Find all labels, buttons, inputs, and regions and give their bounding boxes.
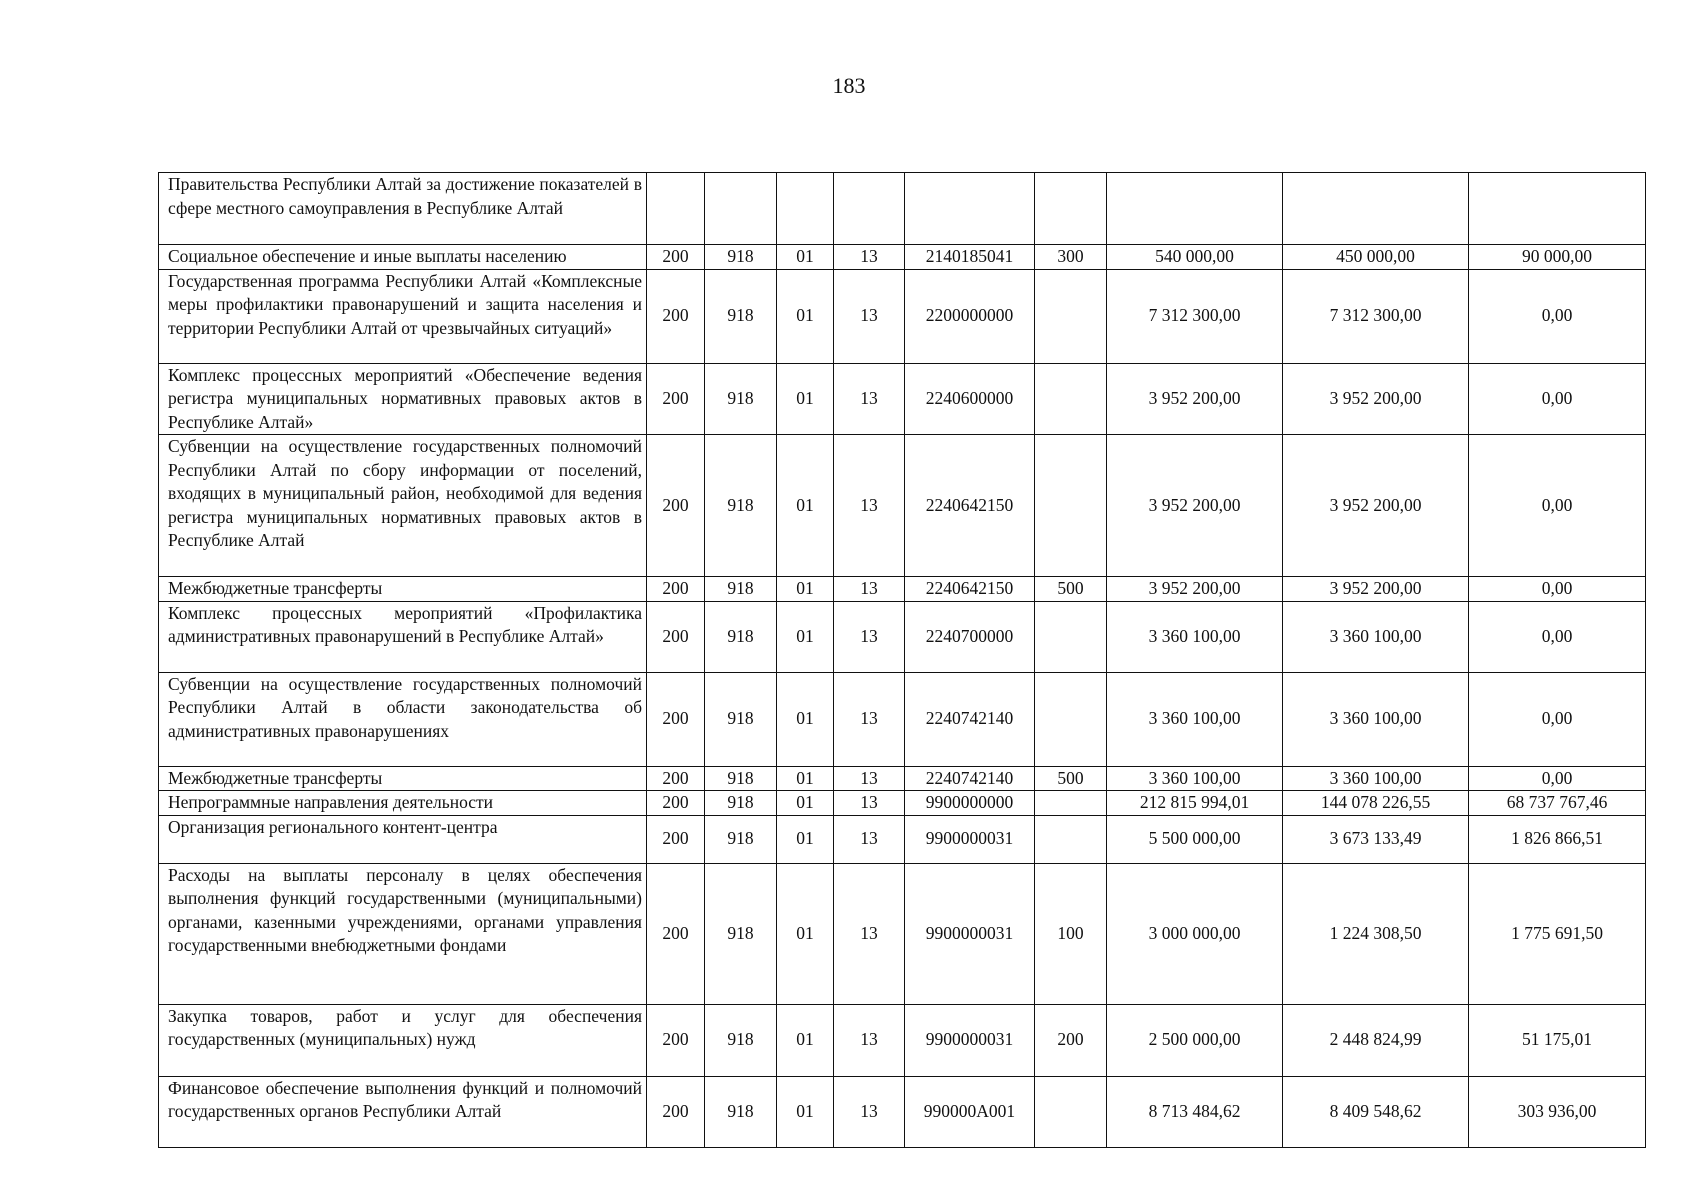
row-cell-c6: 500 (1035, 577, 1107, 602)
row-cell-c7: 8 713 484,62 (1107, 1076, 1283, 1147)
row-cell-c6: 500 (1035, 766, 1107, 791)
row-cell-c2: 918 (705, 601, 777, 672)
table-row (159, 577, 1646, 602)
row-name-cell: Социальное обеспечение и иные выплаты населению (159, 245, 647, 270)
row-cell-c2: 918 (705, 363, 777, 435)
row-cell-c7 (1107, 173, 1283, 245)
row-cell-c1: 200 (647, 815, 705, 863)
row-cell-c9: 1 775 691,50 (1469, 863, 1646, 1004)
table-row (159, 435, 1646, 577)
row-cell-c4: 13 (834, 863, 905, 1004)
row-cell-c6: 100 (1035, 863, 1107, 1004)
row-cell-c9 (1469, 173, 1646, 245)
row-cell-c7: 3 952 200,00 (1107, 363, 1283, 435)
row-cell-c5: 2240700000 (905, 601, 1035, 672)
row-cell-c1: 200 (647, 245, 705, 270)
table-row (159, 1076, 1646, 1147)
row-name-cell: Правительства Республики Алтай за достижение показателей в сфере местного самоуправления в Республике Алтай (159, 173, 647, 245)
row-cell-c5: 2200000000 (905, 269, 1035, 363)
row-cell-c8 (1283, 173, 1469, 245)
row-cell-c9: 0,00 (1469, 601, 1646, 672)
table-row (159, 863, 1646, 1004)
row-cell-c8: 3 360 100,00 (1283, 601, 1469, 672)
row-name-cell: Межбюджетные трансферты (159, 766, 647, 791)
row-cell-c1: 200 (647, 863, 705, 1004)
row-name-cell: Комплекс процессных мероприятий «Профилактика административных правонарушений в Республике Алтай» (159, 601, 647, 672)
table-row (159, 269, 1646, 363)
table-row (159, 815, 1646, 863)
row-cell-c6: 200 (1035, 1004, 1107, 1076)
row-cell-c4: 13 (834, 363, 905, 435)
row-cell-c8: 3 360 100,00 (1283, 766, 1469, 791)
row-cell-c9: 0,00 (1469, 672, 1646, 766)
row-cell-c6 (1035, 269, 1107, 363)
row-cell-c6 (1035, 601, 1107, 672)
row-cell-c4: 13 (834, 1004, 905, 1076)
row-cell-c4: 13 (834, 791, 905, 816)
row-cell-c9: 0,00 (1469, 269, 1646, 363)
row-cell-c3: 01 (777, 672, 834, 766)
row-cell-c2: 918 (705, 577, 777, 602)
row-cell-c3: 01 (777, 815, 834, 863)
row-name-cell: Субвенции на осуществление государственных полномочий Республики Алтай по сбору информации от поселений, входящих в муниципальный район, необходимой для ведения регистра муниципальных нормативных правовых актов в Республике Алтай (159, 435, 647, 577)
row-cell-c6 (1035, 815, 1107, 863)
row-cell-c8: 7 312 300,00 (1283, 269, 1469, 363)
budget-table (158, 172, 1646, 1148)
row-cell-c4: 13 (834, 601, 905, 672)
row-cell-c3: 01 (777, 1076, 834, 1147)
row-cell-c5: 9900000031 (905, 815, 1035, 863)
row-cell-c5: 2240742140 (905, 766, 1035, 791)
row-cell-c2 (705, 173, 777, 245)
row-cell-c5: 2240642150 (905, 435, 1035, 577)
row-cell-c6 (1035, 1076, 1107, 1147)
row-cell-c7: 3 000 000,00 (1107, 863, 1283, 1004)
table-row (159, 1004, 1646, 1076)
row-cell-c9: 68 737 767,46 (1469, 791, 1646, 816)
row-cell-c5: 9900000000 (905, 791, 1035, 816)
row-name-cell: Организация регионального контент-центра (159, 815, 647, 863)
row-cell-c2: 918 (705, 791, 777, 816)
row-cell-c8: 3 952 200,00 (1283, 363, 1469, 435)
row-cell-c4: 13 (834, 766, 905, 791)
row-cell-c3: 01 (777, 1004, 834, 1076)
row-cell-c2: 918 (705, 672, 777, 766)
row-cell-c8: 144 078 226,55 (1283, 791, 1469, 816)
row-cell-c8: 3 952 200,00 (1283, 577, 1469, 602)
row-name-cell: Финансовое обеспечение выполнения функций и полномочий государственных органов Республики Алтай (159, 1076, 647, 1147)
row-cell-c3: 01 (777, 245, 834, 270)
row-cell-c1: 200 (647, 766, 705, 791)
row-cell-c1: 200 (647, 601, 705, 672)
row-cell-c6: 300 (1035, 245, 1107, 270)
row-cell-c1: 200 (647, 1004, 705, 1076)
row-cell-c7: 3 952 200,00 (1107, 435, 1283, 577)
row-name-cell: Расходы на выплаты персоналу в целях обеспечения выполнения функций государственными (муниципальными) органами, казенными учреждениями, органами управления государственными внебюджетными фондами (159, 863, 647, 1004)
row-cell-c2: 918 (705, 863, 777, 1004)
row-cell-c3: 01 (777, 435, 834, 577)
row-cell-c7: 540 000,00 (1107, 245, 1283, 270)
row-cell-c5: 990000А001 (905, 1076, 1035, 1147)
row-cell-c3: 01 (777, 577, 834, 602)
row-cell-c4: 13 (834, 269, 905, 363)
row-cell-c3 (777, 173, 834, 245)
row-cell-c3: 01 (777, 601, 834, 672)
row-cell-c9: 90 000,00 (1469, 245, 1646, 270)
row-cell-c7: 2 500 000,00 (1107, 1004, 1283, 1076)
row-name-cell: Межбюджетные трансферты (159, 577, 647, 602)
row-cell-c2: 918 (705, 1076, 777, 1147)
row-cell-c1: 200 (647, 435, 705, 577)
row-cell-c1: 200 (647, 672, 705, 766)
row-cell-c5: 2240600000 (905, 363, 1035, 435)
row-cell-c1: 200 (647, 269, 705, 363)
row-name-cell: Субвенции на осуществление государственных полномочий Республики Алтай в области законодательства об административных правонарушениях (159, 672, 647, 766)
row-cell-c9: 0,00 (1469, 766, 1646, 791)
row-cell-c2: 918 (705, 815, 777, 863)
row-name-cell: Государственная программа Республики Алтай «Комплексные меры профилактики правонарушений и защита населения и территории Республики Алтай от чрезвычайных ситуаций» (159, 269, 647, 363)
row-cell-c5: 2240642150 (905, 577, 1035, 602)
row-name-cell: Комплекс процессных мероприятий «Обеспечение ведения регистра муниципальных нормативных правовых актов в Республике Алтай» (159, 363, 647, 435)
row-cell-c3: 01 (777, 269, 834, 363)
row-cell-c3: 01 (777, 791, 834, 816)
row-cell-c4: 13 (834, 577, 905, 602)
row-cell-c4: 13 (834, 1076, 905, 1147)
row-cell-c8: 1 224 308,50 (1283, 863, 1469, 1004)
row-cell-c8: 2 448 824,99 (1283, 1004, 1469, 1076)
row-cell-c5: 2140185041 (905, 245, 1035, 270)
row-cell-c8: 3 952 200,00 (1283, 435, 1469, 577)
row-cell-c7: 212 815 994,01 (1107, 791, 1283, 816)
row-cell-c3: 01 (777, 863, 834, 1004)
row-cell-c6 (1035, 791, 1107, 816)
row-cell-c4: 13 (834, 435, 905, 577)
row-cell-c8: 3 360 100,00 (1283, 672, 1469, 766)
row-cell-c7: 3 360 100,00 (1107, 766, 1283, 791)
row-cell-c9: 0,00 (1469, 577, 1646, 602)
table-row (159, 766, 1646, 791)
row-cell-c2: 918 (705, 1004, 777, 1076)
table-row (159, 173, 1646, 245)
row-cell-c7: 7 312 300,00 (1107, 269, 1283, 363)
row-cell-c6 (1035, 173, 1107, 245)
table-row (159, 672, 1646, 766)
row-cell-c7: 5 500 000,00 (1107, 815, 1283, 863)
row-cell-c2: 918 (705, 435, 777, 577)
row-cell-c3: 01 (777, 766, 834, 791)
row-cell-c9: 0,00 (1469, 435, 1646, 577)
row-cell-c1: 200 (647, 577, 705, 602)
table-row (159, 791, 1646, 816)
row-cell-c9: 303 936,00 (1469, 1076, 1646, 1147)
row-cell-c8: 3 673 133,49 (1283, 815, 1469, 863)
row-cell-c5: 9900000031 (905, 863, 1035, 1004)
row-cell-c9: 0,00 (1469, 363, 1646, 435)
row-cell-c6 (1035, 672, 1107, 766)
row-cell-c2: 918 (705, 245, 777, 270)
row-cell-c1 (647, 173, 705, 245)
row-cell-c1: 200 (647, 791, 705, 816)
row-cell-c2: 918 (705, 269, 777, 363)
row-cell-c4 (834, 173, 905, 245)
row-cell-c1: 200 (647, 363, 705, 435)
row-cell-c6 (1035, 363, 1107, 435)
row-cell-c5: 2240742140 (905, 672, 1035, 766)
row-cell-c8: 8 409 548,62 (1283, 1076, 1469, 1147)
row-cell-c4: 13 (834, 672, 905, 766)
table-row (159, 601, 1646, 672)
row-cell-c6 (1035, 435, 1107, 577)
row-cell-c1: 200 (647, 1076, 705, 1147)
table-row (159, 245, 1646, 270)
table-row (159, 363, 1646, 435)
row-cell-c3: 01 (777, 363, 834, 435)
row-cell-c4: 13 (834, 815, 905, 863)
row-cell-c5 (905, 173, 1035, 245)
row-cell-c2: 918 (705, 766, 777, 791)
row-name-cell: Непрограммные направления деятельности (159, 791, 647, 816)
row-cell-c7: 3 952 200,00 (1107, 577, 1283, 602)
row-cell-c5: 9900000031 (905, 1004, 1035, 1076)
row-cell-c7: 3 360 100,00 (1107, 601, 1283, 672)
row-cell-c4: 13 (834, 245, 905, 270)
row-cell-c9: 51 175,01 (1469, 1004, 1646, 1076)
row-name-cell: Закупка товаров, работ и услуг для обеспечения государственных (муниципальных) нужд (159, 1004, 647, 1076)
row-cell-c7: 3 360 100,00 (1107, 672, 1283, 766)
row-cell-c8: 450 000,00 (1283, 245, 1469, 270)
row-cell-c9: 1 826 866,51 (1469, 815, 1646, 863)
page-number: 183 (832, 73, 866, 98)
